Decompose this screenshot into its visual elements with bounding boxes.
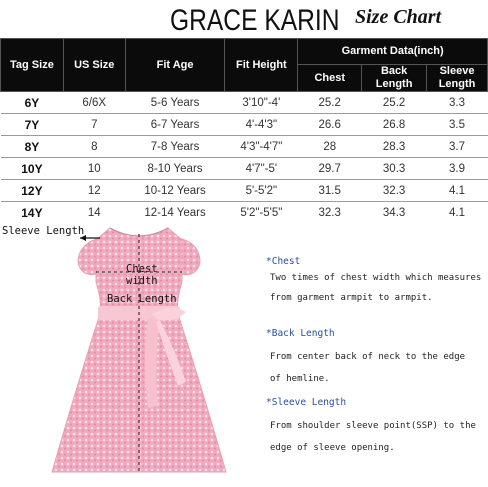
label-chest-width: width [126, 275, 158, 287]
cell-us-size: 12 [63, 180, 125, 202]
cell-back-length: 25.2 [362, 92, 427, 114]
header-fit-height: Fit Height [225, 39, 298, 92]
cell-chest: 29.7 [298, 158, 362, 180]
cell-fit-height: 4'3"-4'7" [225, 136, 298, 158]
note-back-title: *Back Length [266, 328, 335, 339]
cell-chest: 32.3 [298, 202, 362, 224]
cell-fit-height: 5'2"-5'5" [225, 202, 298, 224]
label-chest: Chest [126, 263, 158, 275]
header-us-size: US Size [63, 39, 125, 92]
note-chest-body-2: from garment armpit to armpit. [270, 293, 433, 303]
note-sleeve-body-1: From shoulder sleeve point(SSP) to the [270, 421, 476, 431]
cell-back-length: 28.3 [362, 136, 427, 158]
cell-sleeve-length: 3.9 [427, 158, 488, 180]
cell-us-size: 6/6X [63, 92, 125, 114]
brand-logo: GRACE KARIN [170, 4, 340, 37]
cell-chest: 25.2 [298, 92, 362, 114]
header-garment-data: Garment Data(inch) [298, 39, 488, 65]
cell-fit-height: 4'-4'3" [225, 114, 298, 136]
cell-fit-age: 12-14 Years [125, 202, 225, 224]
cell-sleeve-length: 4.1 [427, 180, 488, 202]
cell-us-size: 14 [63, 202, 125, 224]
cell-tag-size: 12Y [1, 180, 64, 202]
cell-us-size: 10 [63, 158, 125, 180]
cell-tag-size: 10Y [1, 158, 64, 180]
cell-chest: 31.5 [298, 180, 362, 202]
dress-illustration [0, 222, 250, 483]
note-back-body-1: From center back of neck to the edge [270, 352, 466, 362]
cell-back-length: 26.8 [362, 114, 427, 136]
cell-sleeve-length: 3.3 [427, 92, 488, 114]
note-chest-title: *Chest [266, 256, 301, 267]
table-row [1, 158, 488, 180]
cell-us-size: 8 [63, 136, 125, 158]
cell-tag-size: 7Y [1, 114, 64, 136]
cell-fit-age: 10-12 Years [125, 180, 225, 202]
cell-fit-age: 7-8 Years [125, 136, 225, 158]
cell-back-length: 34.3 [362, 202, 427, 224]
note-sleeve-title: *Sleeve Length [266, 397, 347, 408]
note-back-body-2: of hemline. [270, 374, 330, 384]
table-row [1, 114, 488, 136]
dress-diagram [0, 222, 250, 483]
table-row [1, 180, 488, 202]
header-fit-age: Fit Age [125, 39, 225, 92]
note-chest-body-1: Two times of chest width which measures [270, 273, 482, 283]
cell-fit-height: 4'7"-5' [225, 158, 298, 180]
cell-fit-age: 6-7 Years [125, 114, 225, 136]
cell-tag-size: 14Y [1, 202, 64, 224]
cell-fit-age: 8-10 Years [125, 158, 225, 180]
cell-tag-size: 6Y [1, 92, 64, 114]
size-chart-title: Size Chart [355, 6, 442, 28]
cell-chest: 26.6 [298, 114, 362, 136]
label-back-length: Back Length [107, 293, 177, 305]
header-sleeve-length: Sleeve Length [427, 65, 488, 92]
header-back-length: Back Length [362, 65, 427, 92]
cell-back-length: 32.3 [362, 180, 427, 202]
header-tag-size: Tag Size [1, 39, 64, 92]
cell-fit-height: 3'10"-4' [225, 92, 298, 114]
table-row [1, 136, 488, 158]
cell-tag-size: 8Y [1, 136, 64, 158]
size-table [0, 38, 488, 223]
note-sleeve-body-2: edge of sleeve opening. [270, 443, 395, 453]
cell-fit-height: 5'-5'2" [225, 180, 298, 202]
cell-sleeve-length: 4.1 [427, 202, 488, 224]
cell-us-size: 7 [63, 114, 125, 136]
table-row [1, 202, 488, 224]
cell-chest: 28 [298, 136, 362, 158]
cell-sleeve-length: 3.7 [427, 136, 488, 158]
cell-back-length: 30.3 [362, 158, 427, 180]
cell-sleeve-length: 3.5 [427, 114, 488, 136]
cell-fit-age: 5-6 Years [125, 92, 225, 114]
header-chest: Chest [298, 65, 362, 92]
table-row [1, 92, 488, 114]
label-sleeve-length: Sleeve Length [2, 225, 85, 237]
